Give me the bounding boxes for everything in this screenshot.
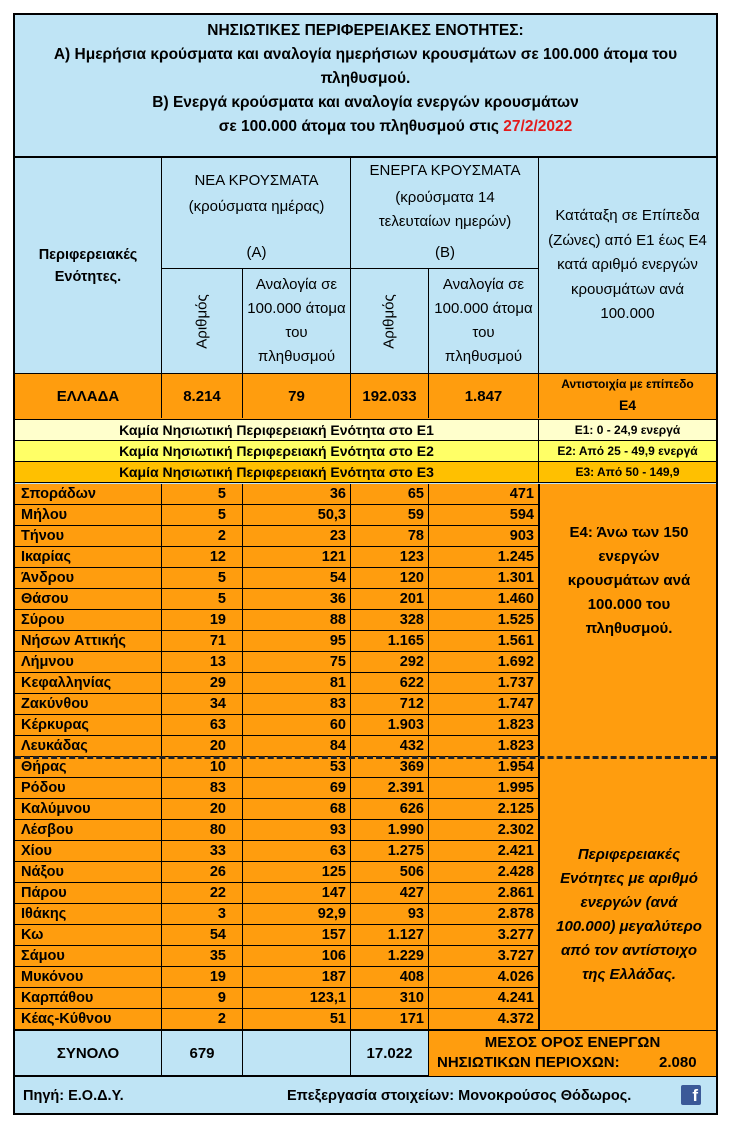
new-ratio: 60 bbox=[243, 715, 351, 736]
table-row bbox=[15, 694, 539, 715]
active-cases: 506 bbox=[351, 862, 429, 883]
active-cases: 1.165 bbox=[351, 631, 429, 652]
greece-threshold-line bbox=[15, 756, 716, 759]
new-ratio: 81 bbox=[243, 673, 351, 694]
header-new-cases-title: ΝΕΑ ΚΡΟΥΣΜΑΤΑ bbox=[194, 172, 319, 189]
active-cases: 712 bbox=[351, 694, 429, 715]
header-region: Περιφερειακές Ενότητες. bbox=[15, 158, 162, 374]
title-line-3: πληθυσμού. bbox=[320, 70, 411, 87]
active-ratio: 4.026 bbox=[429, 967, 539, 988]
active-cases: 626 bbox=[351, 799, 429, 820]
active-cases: 427 bbox=[351, 883, 429, 904]
region-name: Ιθάκης bbox=[15, 904, 162, 925]
footer-credit: Επεξεργασία στοιχείων: Μονοκρούσος Θόδωρος. bbox=[287, 1088, 632, 1104]
active-cases: 1.990 bbox=[351, 820, 429, 841]
new-cases: 22 bbox=[162, 883, 243, 904]
new-cases: 10 bbox=[162, 757, 243, 778]
region-name: Καλύμνου bbox=[15, 799, 162, 820]
region-name: Λέσβου bbox=[15, 820, 162, 841]
new-cases: 5 bbox=[162, 505, 243, 526]
new-cases: 33 bbox=[162, 841, 243, 862]
active-cases: 1.127 bbox=[351, 925, 429, 946]
active-cases: 78 bbox=[351, 526, 429, 547]
above-greece-note: Περιφερειακές Ενότητες με αριθμό ενεργών (ανά 100.000) μεγαλύτερο από τον αντίστοιχο της Ελλάδας. bbox=[556, 846, 702, 983]
table-row bbox=[15, 652, 539, 673]
footer-source: Πηγή: Ε.Ο.Δ.Υ. bbox=[23, 1088, 124, 1104]
header-new-cases-tag: (Α) bbox=[246, 244, 267, 261]
header-new-cases bbox=[162, 158, 351, 268]
active-cases: 1.275 bbox=[351, 841, 429, 862]
new-cases: 19 bbox=[162, 967, 243, 988]
active-cases: 292 bbox=[351, 652, 429, 673]
header-active-title: ΕΝΕΡΓΑ ΚΡΟΥΣΜΑΤΑ bbox=[369, 162, 521, 179]
greece-active: 192.033 bbox=[351, 374, 429, 418]
covid-island-table bbox=[13, 13, 718, 1115]
active-cases: 93 bbox=[351, 904, 429, 925]
greece-level: Ε4 bbox=[618, 397, 637, 413]
average-value: 2.080 bbox=[659, 1054, 697, 1071]
table-title bbox=[15, 15, 716, 158]
header-active-sub: (κρούσματα 14 τελευταίων ημερών) bbox=[378, 189, 512, 230]
zone-text: Καμία Νησιωτική Περιφερειακή Ενότητα στο Ε1 bbox=[15, 420, 539, 440]
new-ratio: 51 bbox=[243, 1009, 351, 1030]
new-ratio: 75 bbox=[243, 652, 351, 673]
new-cases: 83 bbox=[162, 778, 243, 799]
new-cases: 13 bbox=[162, 652, 243, 673]
region-name: Άνδρου bbox=[15, 568, 162, 589]
header-new-ratio: Αναλογία σε 100.000 άτομα του πληθυσμού bbox=[243, 269, 351, 374]
new-cases: 12 bbox=[162, 547, 243, 568]
active-ratio: 594 bbox=[429, 505, 539, 526]
region-name: Τήνου bbox=[15, 526, 162, 547]
new-ratio: 36 bbox=[243, 484, 351, 505]
table-row bbox=[15, 673, 539, 694]
active-ratio: 2.878 bbox=[429, 904, 539, 925]
active-ratio: 2.421 bbox=[429, 841, 539, 862]
new-ratio: 95 bbox=[243, 631, 351, 652]
region-name: Κέρκυρας bbox=[15, 715, 162, 736]
new-cases: 54 bbox=[162, 925, 243, 946]
new-cases: 5 bbox=[162, 589, 243, 610]
table-row bbox=[15, 757, 539, 778]
new-ratio: 50,3 bbox=[243, 505, 351, 526]
active-ratio: 1.525 bbox=[429, 610, 539, 631]
header-active-cases bbox=[351, 158, 539, 268]
active-ratio: 1.245 bbox=[429, 547, 539, 568]
region-name: Σάμου bbox=[15, 946, 162, 967]
header-active-number-label: Αριθμός bbox=[381, 293, 398, 349]
active-ratio: 1.692 bbox=[429, 652, 539, 673]
new-cases: 63 bbox=[162, 715, 243, 736]
title-line-2: Α) Ημερήσια κρούσματα και αναλογία ημερήσιων κρουσμάτων σε 100.000 άτομα του bbox=[53, 46, 678, 63]
new-ratio: 88 bbox=[243, 610, 351, 631]
new-cases: 5 bbox=[162, 568, 243, 589]
active-cases: 2.391 bbox=[351, 778, 429, 799]
new-cases: 2 bbox=[162, 526, 243, 547]
table-row bbox=[15, 862, 539, 883]
new-cases: 29 bbox=[162, 673, 243, 694]
table-row bbox=[15, 526, 539, 547]
active-ratio: 2.428 bbox=[429, 862, 539, 883]
region-name: Λήμνου bbox=[15, 652, 162, 673]
region-name: Ικαρίας bbox=[15, 547, 162, 568]
title-line-1: ΝΗΣΙΩΤΙΚΕΣ ΠΕΡΙΦΕΡΕΙΑΚΕΣ ΕΝΟΤΗΤΕΣ: bbox=[207, 22, 524, 39]
header-new-number bbox=[162, 269, 243, 374]
average-box bbox=[429, 1031, 716, 1076]
region-name: Νήσων Αττικής bbox=[15, 631, 162, 652]
new-ratio: 53 bbox=[243, 757, 351, 778]
header-active-ratio: Αναλογία σε 100.000 άτομα του πληθυσμού bbox=[429, 269, 539, 374]
active-ratio: 1.954 bbox=[429, 757, 539, 778]
zone-range: Ε1: 0 - 24,9 ενεργά bbox=[574, 423, 681, 437]
region-name: Θάσου bbox=[15, 589, 162, 610]
zone-rows bbox=[15, 420, 716, 484]
zone-range: Ε3: Από 50 - 149,9 bbox=[575, 465, 680, 479]
zone-range: Ε2: Από 25 - 49,9 ενεργά bbox=[557, 444, 698, 458]
active-ratio: 1.823 bbox=[429, 715, 539, 736]
zone-row bbox=[15, 441, 716, 462]
greece-new-ratio: 79 bbox=[243, 374, 351, 418]
region-name: Ζακύνθου bbox=[15, 694, 162, 715]
active-ratio: 471 bbox=[429, 484, 539, 505]
active-ratio: 1.561 bbox=[429, 631, 539, 652]
new-cases: 9 bbox=[162, 988, 243, 1009]
active-cases: 65 bbox=[351, 484, 429, 505]
greece-active-ratio: 1.847 bbox=[429, 374, 539, 418]
total-row bbox=[15, 1030, 716, 1077]
table-row bbox=[15, 883, 539, 904]
header-new-number-label: Αριθμός bbox=[193, 293, 211, 349]
new-ratio: 106 bbox=[243, 946, 351, 967]
new-cases: 2 bbox=[162, 1009, 243, 1030]
table-row bbox=[15, 484, 539, 505]
table-row bbox=[15, 547, 539, 568]
active-cases: 120 bbox=[351, 568, 429, 589]
table-row bbox=[15, 820, 539, 841]
region-name: Μήλου bbox=[15, 505, 162, 526]
new-ratio: 69 bbox=[243, 778, 351, 799]
new-cases: 35 bbox=[162, 946, 243, 967]
active-cases: 123 bbox=[351, 547, 429, 568]
active-ratio: 1.301 bbox=[429, 568, 539, 589]
zone-row bbox=[15, 462, 716, 483]
total-empty-cell bbox=[243, 1031, 351, 1076]
new-cases: 20 bbox=[162, 736, 243, 757]
table-row bbox=[15, 946, 539, 967]
new-cases: 5 bbox=[162, 484, 243, 505]
active-ratio: 3.277 bbox=[429, 925, 539, 946]
region-name: Σποράδων bbox=[15, 484, 162, 505]
zone-text: Καμία Νησιωτική Περιφερειακή Ενότητα στο Ε2 bbox=[15, 441, 539, 461]
table-row bbox=[15, 631, 539, 652]
new-cases: 34 bbox=[162, 694, 243, 715]
new-ratio: 93 bbox=[243, 820, 351, 841]
average-label-1: ΜΕΣΟΣ ΟΡΟΣ ΕΝΕΡΓΩΝ bbox=[484, 1034, 661, 1051]
active-cases: 310 bbox=[351, 988, 429, 1009]
active-ratio: 2.125 bbox=[429, 799, 539, 820]
greece-new: 8.214 bbox=[162, 374, 243, 418]
active-cases: 59 bbox=[351, 505, 429, 526]
active-cases: 622 bbox=[351, 673, 429, 694]
header-new-cases-sub: (κρούσματα ημέρας) bbox=[188, 198, 325, 215]
title-line-4: Β) Ενεργά κρούσματα και αναλογία ενεργών κρουσμάτων bbox=[152, 94, 579, 111]
table-row bbox=[15, 1009, 539, 1030]
active-ratio: 1.995 bbox=[429, 778, 539, 799]
region-name: Σύρου bbox=[15, 610, 162, 631]
zone-row bbox=[15, 420, 716, 441]
region-name: Θήρας bbox=[15, 757, 162, 778]
region-name: Πάρου bbox=[15, 883, 162, 904]
table-row bbox=[15, 967, 539, 988]
table-row bbox=[15, 589, 539, 610]
active-cases: 201 bbox=[351, 589, 429, 610]
region-name: Λευκάδας bbox=[15, 736, 162, 757]
region-name: Ρόδου bbox=[15, 778, 162, 799]
new-cases: 3 bbox=[162, 904, 243, 925]
region-name: Χίου bbox=[15, 841, 162, 862]
new-cases: 20 bbox=[162, 799, 243, 820]
new-cases: 26 bbox=[162, 862, 243, 883]
new-ratio: 36 bbox=[243, 589, 351, 610]
total-active: 17.022 bbox=[351, 1031, 429, 1076]
header-active-tag: (Β) bbox=[435, 244, 455, 261]
new-ratio: 68 bbox=[243, 799, 351, 820]
new-cases: 71 bbox=[162, 631, 243, 652]
total-new: 679 bbox=[162, 1031, 243, 1076]
active-ratio: 2.302 bbox=[429, 820, 539, 841]
active-ratio: 4.372 bbox=[429, 1009, 539, 1030]
table-row bbox=[15, 610, 539, 631]
table-row bbox=[15, 505, 539, 526]
report-date: 27/2/2022 bbox=[503, 118, 573, 135]
average-label-2: ΝΗΣΙΩΤΙΚΩΝ ΠΕΡΙΟΧΩΝ: bbox=[437, 1054, 620, 1071]
title-line-5-text: σε 100.000 άτομα του πληθυσμού στις bbox=[218, 118, 499, 135]
table-row bbox=[15, 904, 539, 925]
active-cases: 171 bbox=[351, 1009, 429, 1030]
table-row bbox=[15, 988, 539, 1009]
new-cases: 19 bbox=[162, 610, 243, 631]
region-name: Μυκόνου bbox=[15, 967, 162, 988]
active-ratio: 1.823 bbox=[429, 736, 539, 757]
active-cases: 1.229 bbox=[351, 946, 429, 967]
total-label: ΣΥΝΟΛΟ bbox=[15, 1031, 162, 1076]
greece-level-note: Αντιστοιχία με επίπεδο bbox=[561, 377, 694, 391]
active-ratio: 1.737 bbox=[429, 673, 539, 694]
region-name: Κέας-Κύθνου bbox=[15, 1009, 162, 1030]
new-cases: 80 bbox=[162, 820, 243, 841]
new-ratio: 23 bbox=[243, 526, 351, 547]
table-row bbox=[15, 778, 539, 799]
new-ratio: 84 bbox=[243, 736, 351, 757]
new-ratio: 147 bbox=[243, 883, 351, 904]
table-row bbox=[15, 925, 539, 946]
active-cases: 328 bbox=[351, 610, 429, 631]
new-ratio: 63 bbox=[243, 841, 351, 862]
new-ratio: 123,1 bbox=[243, 988, 351, 1009]
new-ratio: 157 bbox=[243, 925, 351, 946]
table-row bbox=[15, 715, 539, 736]
new-ratio: 83 bbox=[243, 694, 351, 715]
active-cases: 408 bbox=[351, 967, 429, 988]
title-line-5 bbox=[15, 115, 716, 139]
e4-note: Ε4: Άνω των 150 ενεργών κρουσμάτων ανά 100.000 του πληθυσμού. bbox=[567, 524, 691, 637]
active-ratio: 903 bbox=[429, 526, 539, 547]
new-ratio: 54 bbox=[243, 568, 351, 589]
greece-name: ΕΛΛΑΔΑ bbox=[15, 374, 162, 418]
new-ratio: 187 bbox=[243, 967, 351, 988]
table-row bbox=[15, 568, 539, 589]
region-name: Νάξου bbox=[15, 862, 162, 883]
region-name: Κεφαλληνίας bbox=[15, 673, 162, 694]
active-cases: 432 bbox=[351, 736, 429, 757]
table-row bbox=[15, 736, 539, 757]
table-row bbox=[15, 799, 539, 820]
region-name: Κω bbox=[15, 925, 162, 946]
greece-row bbox=[15, 374, 716, 420]
active-ratio: 4.241 bbox=[429, 988, 539, 1009]
active-ratio: 1.747 bbox=[429, 694, 539, 715]
header-active-number bbox=[351, 269, 429, 374]
active-ratio: 3.727 bbox=[429, 946, 539, 967]
new-ratio: 92,9 bbox=[243, 904, 351, 925]
region-name: Καρπάθου bbox=[15, 988, 162, 1009]
active-ratio: 1.460 bbox=[429, 589, 539, 610]
zone-text: Καμία Νησιωτική Περιφερειακή Ενότητα στο Ε3 bbox=[15, 462, 539, 482]
new-ratio: 125 bbox=[243, 862, 351, 883]
active-cases: 369 bbox=[351, 757, 429, 778]
active-ratio: 2.861 bbox=[429, 883, 539, 904]
new-ratio: 121 bbox=[243, 547, 351, 568]
table-row bbox=[15, 841, 539, 862]
active-cases: 1.903 bbox=[351, 715, 429, 736]
facebook-icon[interactable]: f bbox=[681, 1085, 701, 1105]
header-ranking: Κατάταξη σε Επίπεδα (Ζώνες) από Ε1 έως Ε4 κατά αριθμό ενεργών κρουσμάτων ανά 100.000 bbox=[539, 158, 716, 374]
